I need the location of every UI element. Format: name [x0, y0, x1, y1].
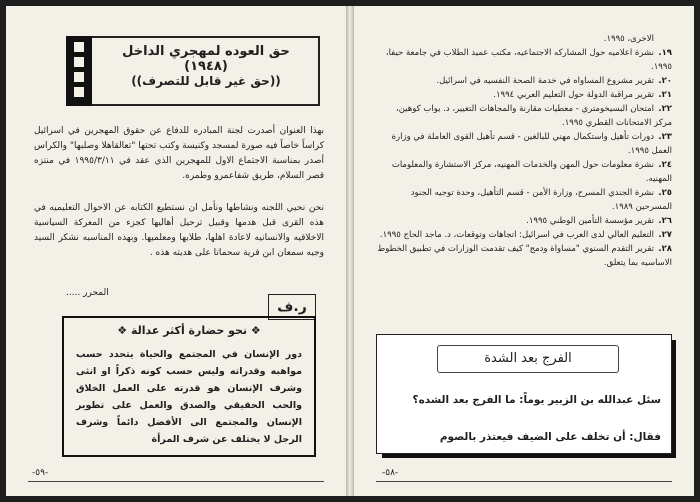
left-page	[6, 6, 346, 496]
list-item-number: ٢٧.	[658, 230, 672, 240]
quote-box	[62, 316, 316, 457]
list-item	[376, 228, 672, 242]
quote-title: ❖ نحو حضارة أكثر عدالة ❖	[117, 324, 261, 337]
list-item	[376, 102, 672, 130]
film-strip-decoration	[66, 36, 92, 106]
footer-rule	[376, 481, 672, 482]
article-title: حق العوده لمهجري الداخل (١٩٤٨)	[122, 44, 290, 74]
list-item-number: ٢٣.	[658, 132, 672, 142]
list-item	[376, 74, 672, 88]
title-box	[66, 36, 320, 106]
list-item-number: ١٩.	[658, 48, 672, 58]
footer-rule	[28, 481, 324, 482]
list-item-text: نشرة اعلاميه حول المشاركه الاجتماعيه، مكتب عميد الطلاب في جامعة حيفا، ١٩٩٥.	[385, 48, 672, 72]
author-signature: المحرر .....	[66, 288, 109, 298]
proverb-title: الفرج بعد الشدة	[437, 345, 619, 373]
proverb-answer: فقال: أن تخلف على الضيف فيعتذر بالصوم	[439, 431, 661, 443]
list-item-text: تقرير مؤسسة التأمين الوطني ١٩٩٥.	[526, 216, 654, 226]
list-item	[376, 158, 672, 186]
list-item-number: ٢٨.	[658, 244, 672, 254]
list-item	[376, 186, 672, 214]
list-item-text: نشرة معلومات حول المهن والخدمات المهنيه، مركز الاستشارة والمعلومات المهنيه.	[391, 160, 672, 184]
proverb-box	[376, 334, 672, 454]
page-number: -٥٩-	[32, 468, 49, 478]
list-item-number: ٢٤.	[658, 160, 672, 170]
list-item-text: تقرير التقدم السنوي "مساواة ودمج" كيف تقدمت الوزارات في تطبيق الخطوط الاساسيه بما يتعلق.	[377, 244, 672, 268]
list-item	[376, 242, 672, 270]
right-page	[354, 6, 694, 496]
list-item-text: امتحان البسيخومتري - معطيات مقارنة والمجاهات التغيير، د. يواب كوهين، مركز الامتحانات القطري ١٩٩٥.	[395, 104, 672, 128]
list-item-text: تقرير مراقبة الدولة حول التعليم العربي ١٩٩٤.	[493, 90, 654, 100]
page-number: -٥٨-	[382, 468, 399, 478]
list-item-text: تقرير مشروع المساواه في خدمة الصحة النفسيه في اسرائيل.	[436, 76, 654, 86]
initials-badge: ر.ف	[268, 294, 316, 320]
list-item-text: دورات تأهيل واستكمال مهني للبالغين - قسم تأهيل القوى العاملة في وزارة العمل ١٩٩٥.	[391, 132, 672, 156]
article-subtitle: ((حق غير قابل للتصرف))	[131, 74, 281, 88]
list-item	[376, 88, 672, 102]
proverb-question: سئل عبدالله بن الزبير يوماً: ما الفرج بعد الشده؟	[412, 394, 661, 406]
paragraph-1: بهذا العنوان أصدرت لجنة المبادره للدفاع عن حقوق المهجرين في اسرائيل كراساً خاصاً فيه صورة لمسجد وكنيسة وكتب تحتها "تعالقاهلا وصلبها" والكراس أصدر بمناسبة الاجتماع الاول للمهجرين الذي عقد في ١٩٩٥/٣/١١ في منتزه قصر السلام، طريق شفاعمرو وطمره.	[34, 126, 324, 181]
paragraph-2: نحن نحيي اللجنه ونشاطها ونأمل ان نستطيع الكتابه عن الاحوال التعليميه في هذه القرى قبل هدمها وقبيل ترحيل أهاليها كجزء من المعركة السياسية الاخلاقيه والانسانيه لاعادة اهلها، طلابها ومعلميها. وبهذه المناسبه نشكر السيد وجيه سمعان ابن قرية سحماتا على هديته هذه .	[34, 203, 324, 258]
list-item-text: الاخرى، ١٩٩٥.	[603, 34, 654, 44]
list-item-number: ٢٠.	[658, 76, 672, 86]
list-item-text: نشرة الجندي المسرح، وزارة الأمن - قسم التأهيل، وحدة توجيه الجنود المسرحين ١٩٨٩.	[410, 188, 672, 212]
list-item-text: التعليم العالي لدى العرب في اسرائيل: اتجاهات وتوقعات، د. ماجد الحاج ١٩٩٥.	[379, 230, 654, 240]
list-item	[376, 214, 672, 228]
reference-list	[376, 32, 672, 270]
list-item-number: ٢٥.	[658, 188, 672, 198]
list-item-number: ٢١.	[658, 90, 672, 100]
list-item	[376, 46, 672, 74]
list-item-number: ٢٦.	[658, 216, 672, 226]
list-item	[376, 32, 672, 46]
list-item-number: ٢٢.	[658, 104, 672, 114]
quote-text: دور الإنسان في المجتمع والحياة يتحدد حسب مواهبه وقدراته وليس حسب كونه ذكراً او انثى وشرف الإنسان هو قدرته على العمل الخلاق والحب الحقيقي والصدق والعمل على تطوير الإنسان والمجتمع الى الأفضل دائماً وشرف الرجل لا يختلف عن شرف المرأة	[76, 349, 302, 445]
list-item	[376, 130, 672, 158]
book-gutter	[346, 6, 354, 496]
